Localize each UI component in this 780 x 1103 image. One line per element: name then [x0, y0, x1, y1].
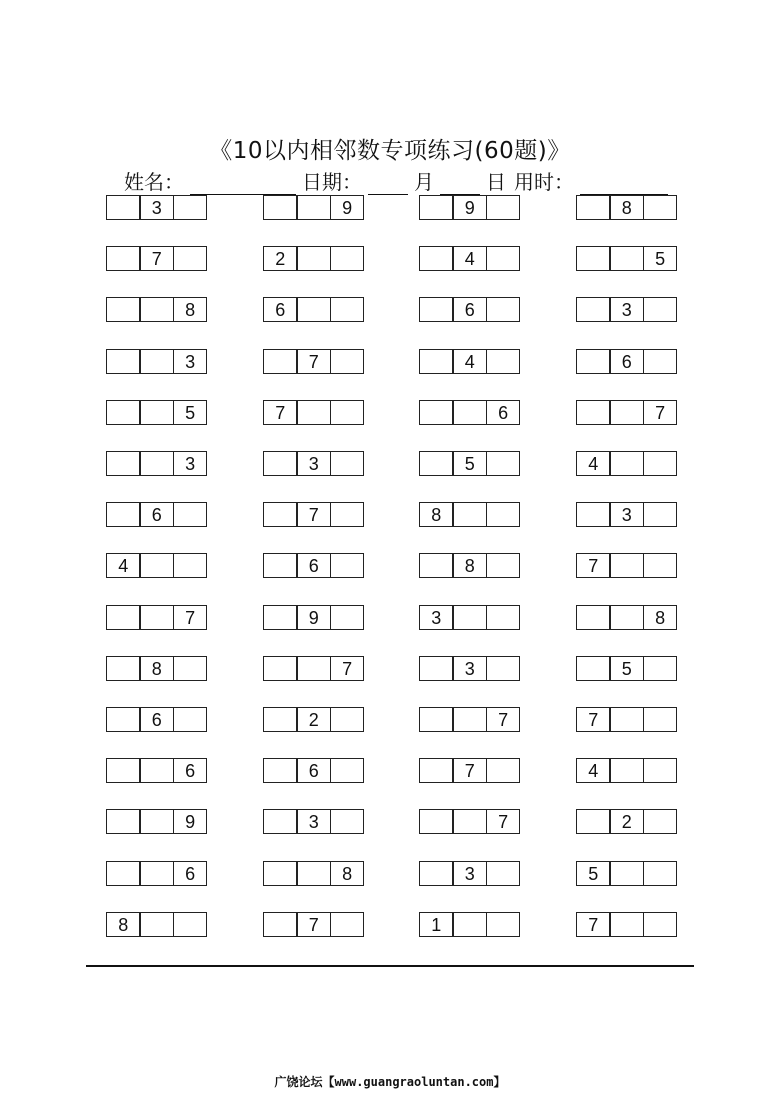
number-box[interactable]: 6: [139, 502, 174, 527]
number-box[interactable]: [106, 246, 141, 271]
number-box[interactable]: 8: [452, 553, 487, 578]
number-box[interactable]: [419, 400, 454, 425]
number-box[interactable]: [330, 451, 365, 476]
number-box[interactable]: [643, 349, 678, 374]
exercise-item: [106, 246, 210, 271]
number-box[interactable]: 7: [643, 400, 678, 425]
number-box[interactable]: [486, 605, 521, 630]
exercise-item: [106, 707, 210, 732]
number-box[interactable]: [452, 502, 487, 527]
exercise-item: [263, 297, 367, 322]
number-box[interactable]: 9: [173, 809, 208, 834]
date-label: 日期：: [302, 170, 362, 194]
number-box[interactable]: [330, 297, 365, 322]
number-box[interactable]: 7: [296, 502, 331, 527]
number-box[interactable]: 8: [139, 656, 174, 681]
number-box[interactable]: [139, 912, 174, 937]
number-box[interactable]: 6: [296, 758, 331, 783]
number-box[interactable]: [419, 451, 454, 476]
number-box[interactable]: 3: [296, 809, 331, 834]
exercise-item: [576, 349, 680, 374]
number-box[interactable]: [452, 707, 487, 732]
number-box[interactable]: [173, 707, 208, 732]
number-box[interactable]: [139, 758, 174, 783]
number-box[interactable]: [106, 195, 141, 220]
number-box[interactable]: 7: [486, 707, 521, 732]
exercise-item: [419, 912, 523, 937]
student-info-line: [124, 166, 674, 195]
number-box[interactable]: [452, 912, 487, 937]
name-blank[interactable]: [190, 174, 296, 195]
number-box[interactable]: [609, 707, 644, 732]
number-box[interactable]: [296, 195, 331, 220]
number-box[interactable]: [106, 861, 141, 886]
number-box[interactable]: [173, 656, 208, 681]
number-box[interactable]: [609, 451, 644, 476]
number-box[interactable]: [486, 861, 521, 886]
number-box[interactable]: [576, 400, 611, 425]
number-box[interactable]: [609, 246, 644, 271]
number-box[interactable]: [643, 707, 678, 732]
number-box[interactable]: [263, 195, 298, 220]
number-box[interactable]: [330, 553, 365, 578]
number-box[interactable]: 4: [106, 553, 141, 578]
number-box[interactable]: [263, 349, 298, 374]
number-box[interactable]: 3: [452, 861, 487, 886]
exercise-item: [419, 502, 523, 527]
number-box[interactable]: 8: [330, 861, 365, 886]
number-box[interactable]: 7: [576, 912, 611, 937]
exercise-item: [263, 502, 367, 527]
exercise-item: [576, 297, 680, 322]
number-box[interactable]: [643, 758, 678, 783]
number-box[interactable]: [576, 809, 611, 834]
bottom-divider: [86, 965, 694, 967]
number-box[interactable]: [486, 349, 521, 374]
exercise-item: [419, 656, 523, 681]
exercise-item: [106, 605, 210, 630]
number-box[interactable]: [173, 553, 208, 578]
exercise-item: [106, 912, 210, 937]
exercise-item: [263, 195, 367, 220]
number-box[interactable]: 3: [609, 502, 644, 527]
exercise-item: [419, 809, 523, 834]
number-box[interactable]: [576, 605, 611, 630]
number-box[interactable]: 3: [173, 451, 208, 476]
number-box[interactable]: 8: [106, 912, 141, 937]
number-box[interactable]: [576, 297, 611, 322]
number-box[interactable]: 7: [139, 246, 174, 271]
exercise-item: [576, 400, 680, 425]
number-box[interactable]: [486, 912, 521, 937]
time-blank[interactable]: [580, 174, 668, 195]
number-box[interactable]: 2: [296, 707, 331, 732]
number-box[interactable]: [106, 707, 141, 732]
number-box[interactable]: [486, 246, 521, 271]
number-box[interactable]: 6: [486, 400, 521, 425]
number-box[interactable]: [419, 861, 454, 886]
exercise-item: [419, 553, 523, 578]
number-box[interactable]: [609, 758, 644, 783]
number-box[interactable]: 5: [576, 861, 611, 886]
number-box[interactable]: 7: [452, 758, 487, 783]
number-box[interactable]: 3: [296, 451, 331, 476]
number-box[interactable]: [643, 297, 678, 322]
number-box[interactable]: [486, 758, 521, 783]
number-box[interactable]: [576, 656, 611, 681]
exercise-item: [106, 861, 210, 886]
exercise-item: [576, 656, 680, 681]
footer: [0, 1073, 780, 1090]
number-box[interactable]: 7: [576, 553, 611, 578]
exercise-item: [263, 707, 367, 732]
worksheet-title: 《10以内相邻数专项练习(60题)》: [209, 138, 571, 164]
number-box[interactable]: [106, 451, 141, 476]
exercise-grid: [106, 195, 680, 939]
number-box[interactable]: [106, 758, 141, 783]
number-box[interactable]: [486, 553, 521, 578]
exercise-item: [263, 451, 367, 476]
number-box[interactable]: [263, 809, 298, 834]
number-box[interactable]: [139, 349, 174, 374]
exercise-item: [263, 400, 367, 425]
number-box[interactable]: 6: [139, 707, 174, 732]
number-box[interactable]: [173, 246, 208, 271]
number-box[interactable]: [643, 195, 678, 220]
number-box[interactable]: [296, 861, 331, 886]
exercise-item: [576, 707, 680, 732]
number-box[interactable]: [643, 809, 678, 834]
number-box[interactable]: [643, 553, 678, 578]
number-box[interactable]: [643, 861, 678, 886]
number-box[interactable]: [106, 349, 141, 374]
number-box[interactable]: 6: [173, 758, 208, 783]
number-box[interactable]: 7: [173, 605, 208, 630]
number-box[interactable]: 3: [173, 349, 208, 374]
number-box[interactable]: [330, 502, 365, 527]
number-box[interactable]: [263, 912, 298, 937]
day-blank[interactable]: [440, 174, 480, 195]
exercise-item: [576, 553, 680, 578]
number-box[interactable]: 4: [576, 451, 611, 476]
number-box[interactable]: 9: [296, 605, 331, 630]
number-box[interactable]: [609, 400, 644, 425]
number-box[interactable]: [330, 758, 365, 783]
exercise-item: [263, 912, 367, 937]
number-box[interactable]: [173, 195, 208, 220]
number-box[interactable]: [452, 605, 487, 630]
exercise-item: [263, 809, 367, 834]
number-box[interactable]: [263, 758, 298, 783]
number-box[interactable]: [576, 502, 611, 527]
number-box[interactable]: [106, 502, 141, 527]
exercise-item: [419, 246, 523, 271]
exercise-item: [576, 912, 680, 937]
number-box[interactable]: [296, 246, 331, 271]
number-box[interactable]: [576, 349, 611, 374]
exercise-item: [106, 809, 210, 834]
number-box[interactable]: 3: [419, 605, 454, 630]
number-box[interactable]: [263, 553, 298, 578]
exercise-item: [106, 656, 210, 681]
number-box[interactable]: [486, 656, 521, 681]
exercise-item: [576, 758, 680, 783]
number-box[interactable]: [263, 502, 298, 527]
exercise-item: [419, 758, 523, 783]
number-box[interactable]: 7: [486, 809, 521, 834]
number-box[interactable]: 8: [643, 605, 678, 630]
number-box[interactable]: [139, 451, 174, 476]
time-label: 用时：: [514, 170, 574, 194]
number-box[interactable]: [419, 297, 454, 322]
exercise-item: [106, 553, 210, 578]
number-box[interactable]: 5: [173, 400, 208, 425]
number-box[interactable]: [419, 809, 454, 834]
exercise-item: [419, 400, 523, 425]
number-box[interactable]: 7: [576, 707, 611, 732]
number-box[interactable]: 7: [296, 912, 331, 937]
exercise-item: [106, 451, 210, 476]
number-box[interactable]: [419, 349, 454, 374]
exercise-item: [263, 861, 367, 886]
number-box[interactable]: 8: [173, 297, 208, 322]
number-box[interactable]: [609, 553, 644, 578]
number-box[interactable]: [296, 400, 331, 425]
number-box[interactable]: 5: [643, 246, 678, 271]
number-box[interactable]: [106, 809, 141, 834]
number-box[interactable]: [330, 349, 365, 374]
number-box[interactable]: [609, 912, 644, 937]
number-box[interactable]: [643, 451, 678, 476]
number-box[interactable]: [263, 451, 298, 476]
number-box[interactable]: [643, 656, 678, 681]
exercise-item: [106, 758, 210, 783]
exercise-item: [419, 195, 523, 220]
month-label: 月: [414, 170, 434, 194]
number-box[interactable]: 1: [419, 912, 454, 937]
number-box[interactable]: [106, 656, 141, 681]
exercise-item: [576, 195, 680, 220]
exercise-item: [419, 349, 523, 374]
number-box[interactable]: 4: [576, 758, 611, 783]
number-box[interactable]: [419, 553, 454, 578]
exercise-item: [576, 451, 680, 476]
number-box[interactable]: [106, 400, 141, 425]
number-box[interactable]: [263, 861, 298, 886]
exercise-item: [419, 605, 523, 630]
number-box[interactable]: [643, 502, 678, 527]
exercise-item: [263, 656, 367, 681]
exercise-item: [106, 349, 210, 374]
number-box[interactable]: 6: [263, 297, 298, 322]
number-box[interactable]: 9: [452, 195, 487, 220]
exercise-item: [576, 502, 680, 527]
number-box[interactable]: 7: [263, 400, 298, 425]
exercise-item: [419, 861, 523, 886]
number-box[interactable]: [173, 502, 208, 527]
number-box[interactable]: [419, 246, 454, 271]
exercise-item: [106, 400, 210, 425]
exercise-item: [106, 195, 210, 220]
number-box[interactable]: [419, 707, 454, 732]
footer-url: 【www.guangraoluntan.com】: [322, 1075, 506, 1089]
number-box[interactable]: 6: [452, 297, 487, 322]
number-box[interactable]: [330, 912, 365, 937]
exercise-item: [106, 297, 210, 322]
number-box[interactable]: [419, 656, 454, 681]
number-box[interactable]: [139, 297, 174, 322]
number-box[interactable]: [330, 400, 365, 425]
number-box[interactable]: 6: [173, 861, 208, 886]
exercise-item: [419, 297, 523, 322]
number-box[interactable]: [486, 297, 521, 322]
footer-site-name: 广饶论坛: [274, 1075, 323, 1089]
exercise-item: [263, 553, 367, 578]
exercise-item: [576, 605, 680, 630]
number-box[interactable]: [263, 707, 298, 732]
number-box[interactable]: [609, 861, 644, 886]
number-box[interactable]: [139, 400, 174, 425]
number-box[interactable]: 2: [609, 809, 644, 834]
number-box[interactable]: [330, 246, 365, 271]
number-box[interactable]: 2: [263, 246, 298, 271]
month-blank[interactable]: [368, 174, 408, 195]
number-box[interactable]: 7: [296, 349, 331, 374]
number-box[interactable]: [330, 809, 365, 834]
number-box[interactable]: [330, 707, 365, 732]
exercise-item: [263, 605, 367, 630]
exercise-item: [576, 861, 680, 886]
number-box[interactable]: 5: [452, 451, 487, 476]
number-box[interactable]: [576, 195, 611, 220]
number-box[interactable]: 4: [452, 349, 487, 374]
exercise-item: [576, 809, 680, 834]
number-box[interactable]: [486, 502, 521, 527]
number-box[interactable]: [330, 605, 365, 630]
exercise-item: [419, 707, 523, 732]
number-box[interactable]: [139, 553, 174, 578]
number-box[interactable]: [419, 758, 454, 783]
number-box[interactable]: [452, 400, 487, 425]
day-label: 日: [486, 170, 506, 194]
number-box[interactable]: [263, 656, 298, 681]
number-box[interactable]: 3: [609, 297, 644, 322]
number-box[interactable]: 8: [609, 195, 644, 220]
number-box[interactable]: [643, 912, 678, 937]
number-box[interactable]: [296, 297, 331, 322]
number-box[interactable]: 6: [296, 553, 331, 578]
number-box[interactable]: [263, 605, 298, 630]
number-box[interactable]: [486, 195, 521, 220]
number-box[interactable]: [139, 809, 174, 834]
number-box[interactable]: 9: [330, 195, 365, 220]
number-box[interactable]: 5: [609, 656, 644, 681]
exercise-item: [419, 451, 523, 476]
number-box[interactable]: [139, 861, 174, 886]
number-box[interactable]: 3: [452, 656, 487, 681]
number-box[interactable]: 6: [609, 349, 644, 374]
exercise-item: [106, 502, 210, 527]
exercise-item: [263, 246, 367, 271]
number-box[interactable]: [452, 809, 487, 834]
number-box[interactable]: 8: [419, 502, 454, 527]
number-box[interactable]: [173, 912, 208, 937]
number-box[interactable]: [139, 605, 174, 630]
exercise-item: [263, 758, 367, 783]
number-box[interactable]: [609, 605, 644, 630]
number-box[interactable]: 7: [330, 656, 365, 681]
exercise-item: [576, 246, 680, 271]
number-box[interactable]: 4: [452, 246, 487, 271]
number-box[interactable]: [296, 656, 331, 681]
exercise-item: [263, 349, 367, 374]
number-box[interactable]: [419, 195, 454, 220]
number-box[interactable]: [106, 605, 141, 630]
number-box[interactable]: 3: [139, 195, 174, 220]
name-label: 姓名：: [124, 170, 184, 194]
number-box[interactable]: [106, 297, 141, 322]
number-box[interactable]: [576, 246, 611, 271]
number-box[interactable]: [486, 451, 521, 476]
